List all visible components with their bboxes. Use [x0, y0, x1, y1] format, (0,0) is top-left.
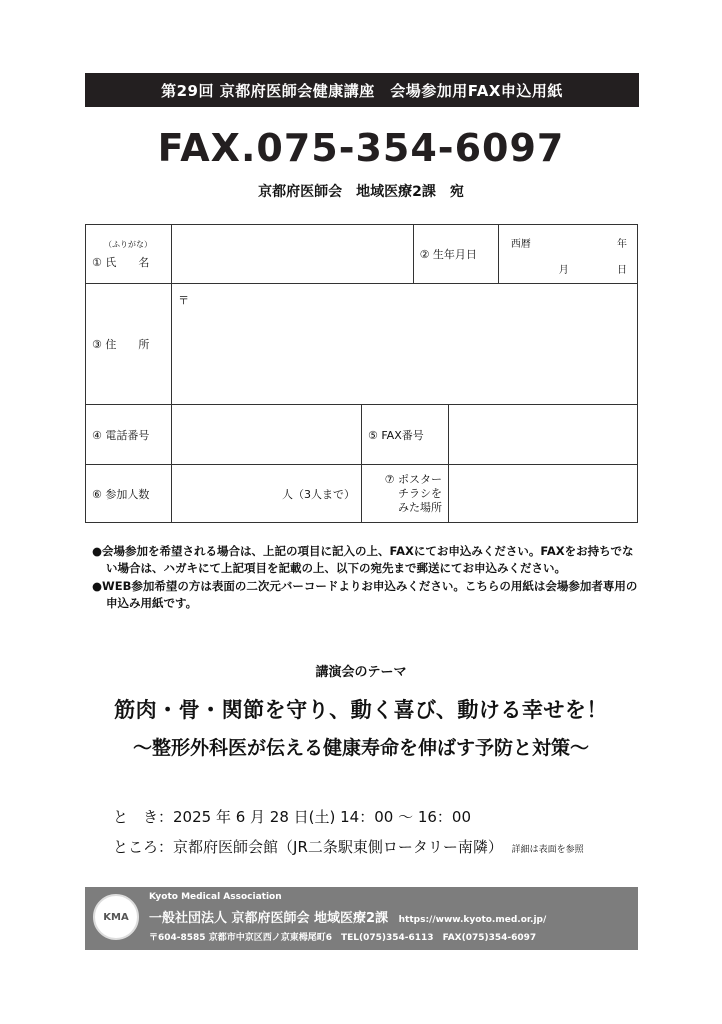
org-english: Kyoto Medical Association [149, 892, 282, 902]
form-title-bar [85, 73, 639, 107]
form-title: 第29回 京都府医師会健康講座 会場参加用FAX申込用紙 [161, 81, 563, 100]
recipient-line: 京都府医師会 地域医療2課 宛 [258, 184, 464, 200]
logo-text: KMA [103, 911, 129, 923]
date-label: と き： [113, 808, 174, 826]
birth-label-cell [413, 225, 498, 284]
address-label-cell [86, 284, 172, 405]
place-label: ところ： [113, 838, 174, 856]
address-label: ③ 住 所 [92, 338, 150, 351]
notes [92, 543, 640, 613]
note-fax: ●会場参加を希望される場合は、上記の項目に記入の上、FAXにてお申込みください。FAXをお持ちでない場合は、ハガキにて上記項目を記載の上、以下の宛先まで郵送にてお申込みください。 [92, 544, 634, 575]
month-label: 月 [558, 265, 569, 276]
footer-banner [85, 887, 638, 950]
address-input[interactable] [172, 284, 638, 405]
fax-label-cell [362, 405, 449, 465]
theme-label: 講演会のテーマ [315, 665, 407, 680]
org-name: 一般社団法人 京都府医師会 地域医療2課 [149, 911, 389, 926]
poster-label-1: ⑦ ポスター [384, 472, 442, 486]
kma-logo [93, 894, 139, 940]
note-web: ●WEB参加希望の方は表面の二次元バーコードよりお申込みください。こちらの用紙は会場参加者専用の申込み用紙です。 [92, 579, 638, 610]
fax-label: ⑤ FAX番号 [368, 428, 424, 442]
postal-mark: 〒 [178, 294, 190, 307]
birth-input[interactable] [498, 225, 637, 284]
poster-label-cell [362, 465, 449, 523]
phone-input[interactable] [172, 405, 362, 465]
event-place [113, 836, 584, 857]
org-japanese [149, 907, 546, 926]
website-link[interactable]: https://www.kyoto.med.or.jp/ [398, 915, 547, 925]
era-label: 西暦 [510, 239, 531, 250]
org-address: 〒604-8585 京都市中京区西ノ京東栂尾町6 TEL(075)354-6113 FAX(075)354-6097 [149, 933, 537, 943]
contact-table [85, 404, 638, 523]
poster-label-3: みた場所 [398, 500, 442, 514]
theme-subtitle: ～整形外科医が伝える健康寿命を伸ばす予防と対策～ [132, 737, 589, 759]
attendees-input[interactable] [172, 465, 362, 523]
attendees-label-cell [86, 465, 172, 523]
place-value: 京都府医師会館（JR二条駅東側ロータリー南隣） [173, 838, 503, 856]
theme-main-title: 筋肉・骨・関節を守り、動く喜び、動ける幸せを！ [114, 698, 608, 722]
application-form-table [85, 224, 638, 405]
poster-label-2: チラシを [398, 486, 442, 500]
fax-input[interactable] [449, 405, 638, 465]
poster-input[interactable] [449, 465, 638, 523]
year-label: 年 [617, 239, 627, 250]
attendees-label: ⑥ 参加人数 [92, 487, 150, 501]
fax-number: FAX.075-354-6097 [157, 126, 565, 170]
date-value: 2025 年 6 月 28 日(土) 14：00 ～ 16：00 [173, 808, 472, 826]
place-note: 詳細は表面を参照 [511, 845, 584, 855]
phone-label: ④ 電話番号 [92, 428, 150, 442]
furigana-label: （ふりがな） [104, 239, 152, 249]
attendees-unit: 人（3人まで） [282, 487, 355, 501]
day-label: 日 [617, 265, 627, 276]
event-date [113, 806, 471, 827]
name-label: ① 氏 名 [92, 255, 150, 269]
phone-label-cell [86, 405, 172, 465]
name-label-cell [86, 225, 172, 284]
name-input[interactable] [172, 225, 413, 284]
birth-label: ② 生年月日 [419, 248, 477, 261]
